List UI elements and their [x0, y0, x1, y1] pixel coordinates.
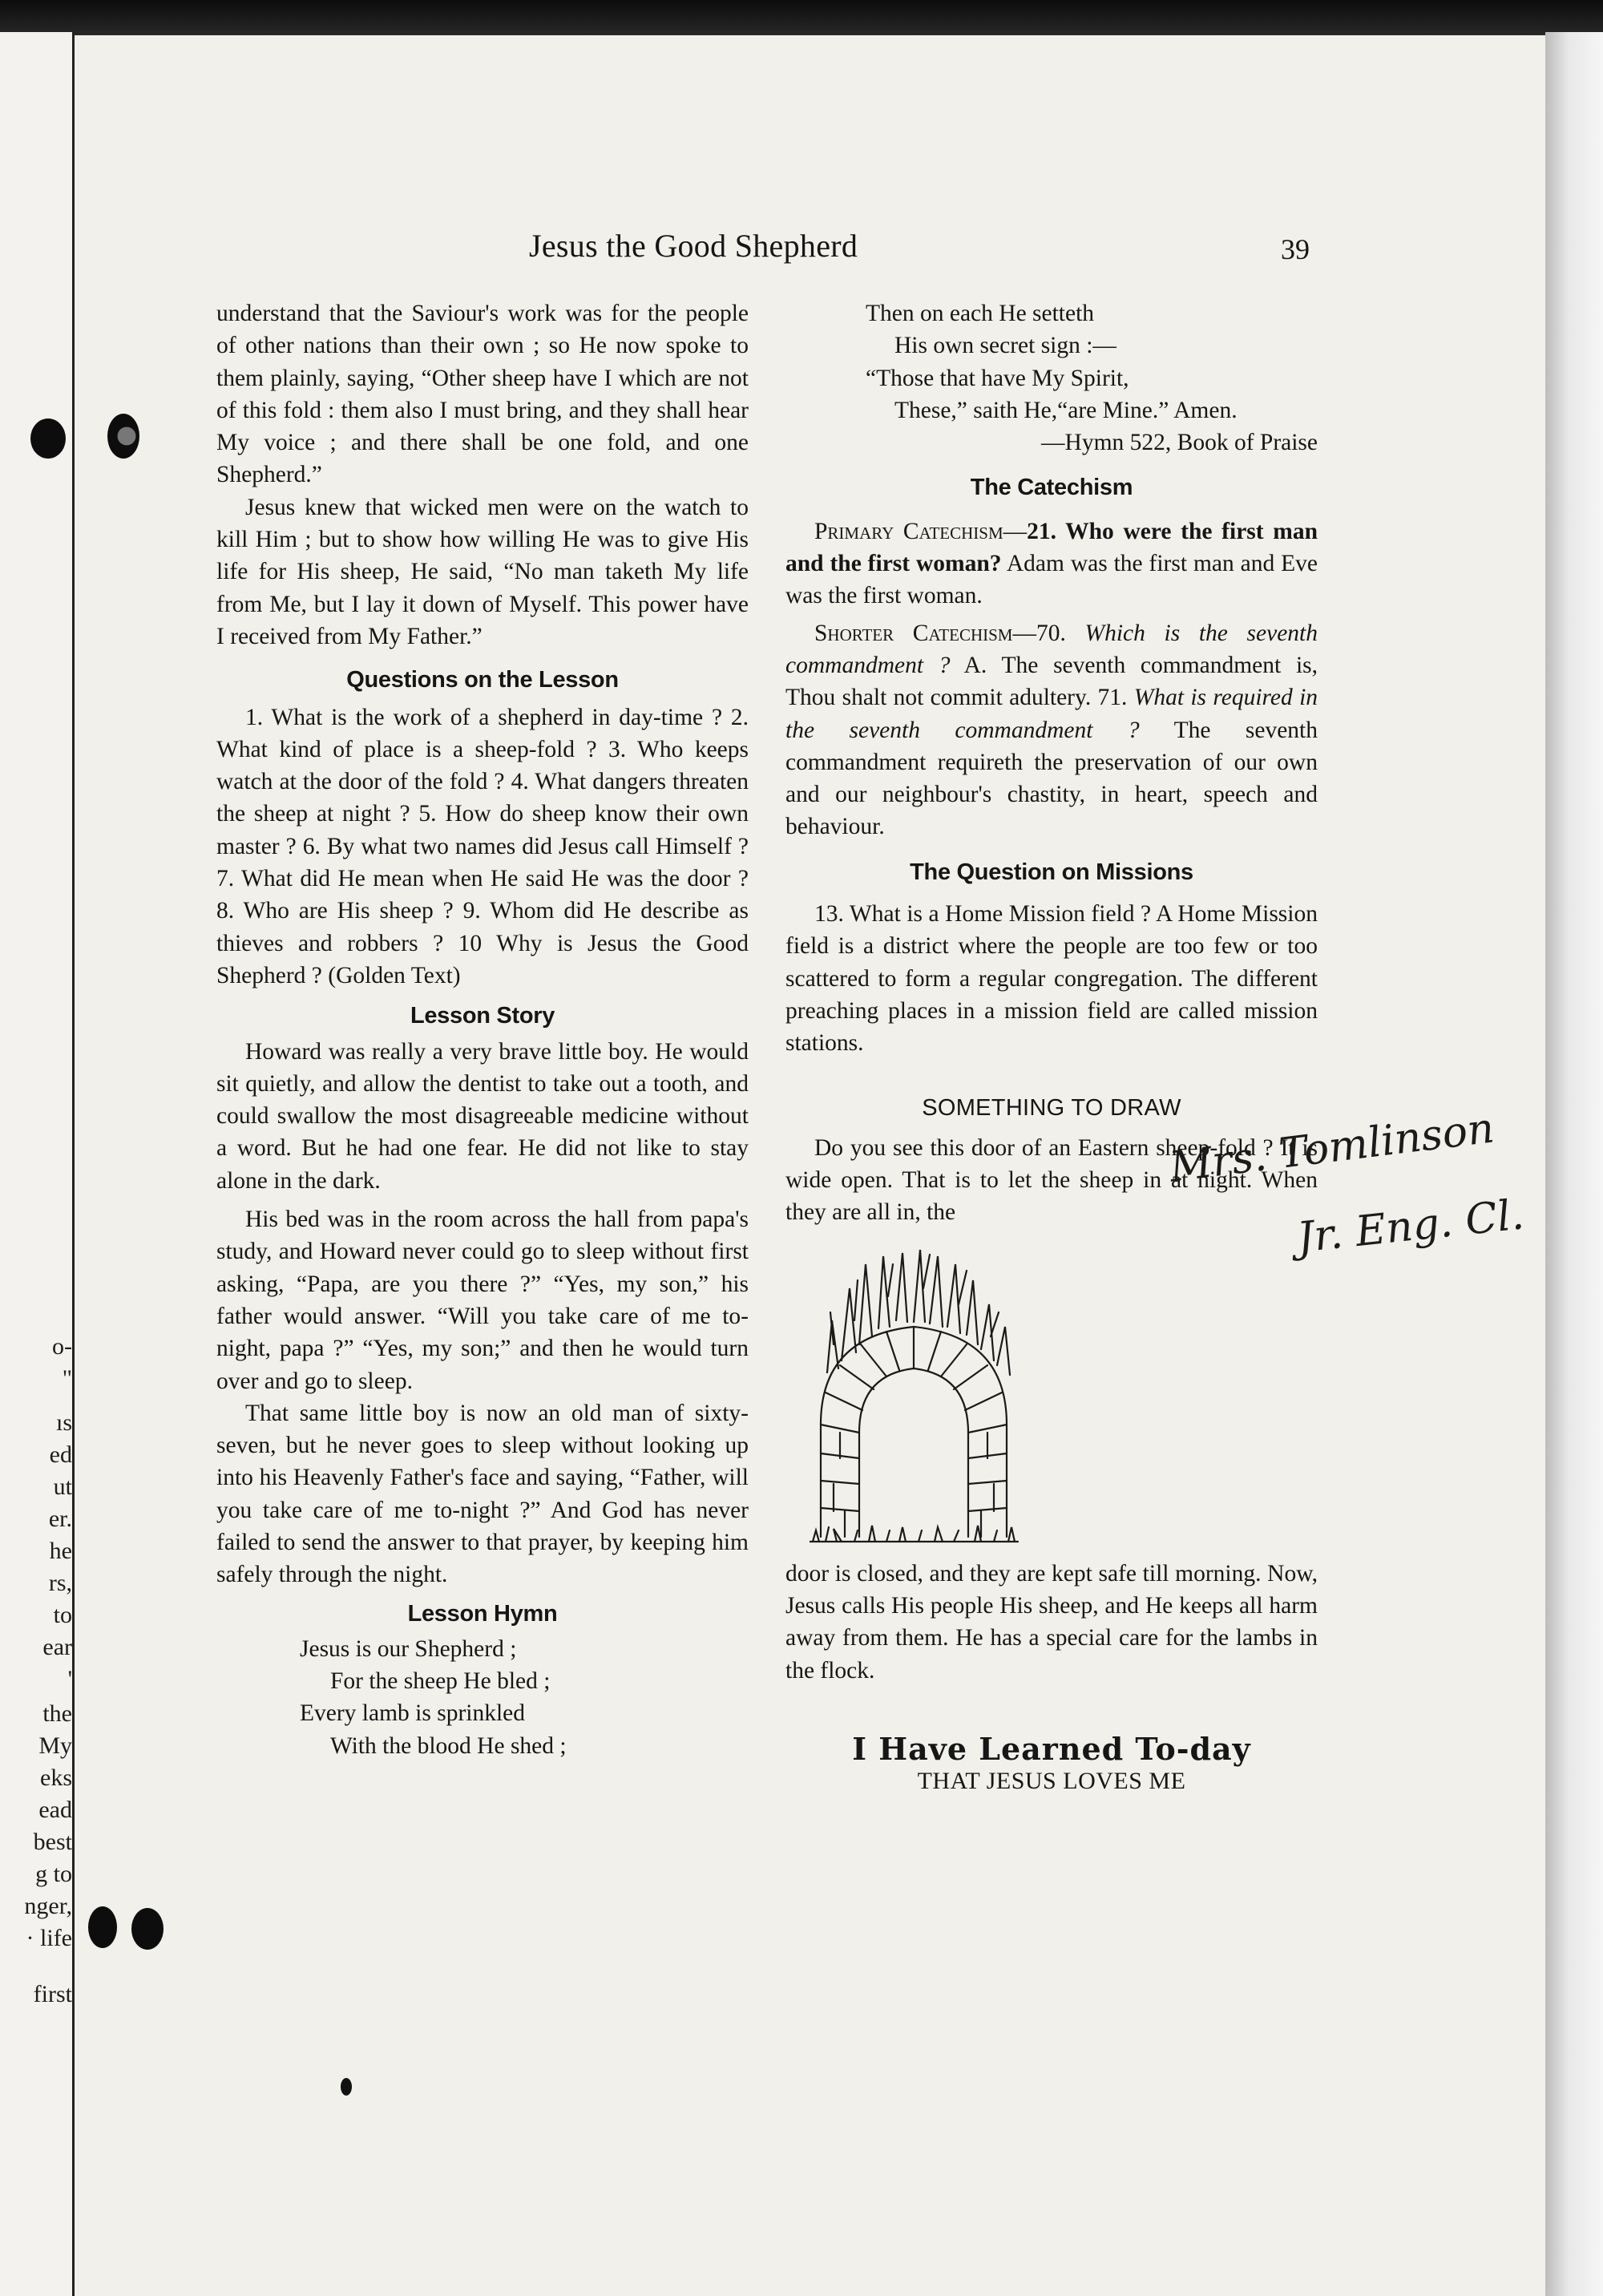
running-title: Jesus the Good Shepherd — [529, 228, 858, 264]
signature-line: Mrs. Tomlinson — [1166, 1104, 1497, 1192]
handwritten-signature — [1137, 1106, 1553, 1347]
previous-page-fragment: " — [62, 1365, 72, 1392]
previous-page-fragment: ' — [67, 1666, 72, 1692]
answer-70: A. The seventh commandment is, Thou shalt not commit adultery. — [785, 652, 1318, 711]
learned-subtitle: THAT JESUS LOVES ME — [917, 1768, 1186, 1795]
primary-catechism-label: Primary Catechism— — [814, 518, 1028, 544]
primary-catechism — [785, 515, 1318, 612]
page-right-edge — [1545, 32, 1603, 2296]
missions-heading: The Question on Missions — [910, 859, 1193, 885]
hymn-line: Jesus is our Shepherd ; — [300, 1635, 517, 1662]
question-number-70: 70. — [1036, 620, 1085, 646]
left-column — [216, 297, 749, 1762]
previous-page-fragment: ıs — [55, 1409, 72, 1436]
primary-question: 21. Who were the first man and the first woman? — [785, 518, 1318, 577]
draw-heading: SOMETHING TO DRAW — [922, 1094, 1181, 1121]
missions-text: 13. What is a Home Mission field ? A Home Mission field is a district where the people are too few or too scattered to form a regular congregation. The different preaching places in a mission field are called mission stations. — [785, 901, 1318, 1057]
paragraph-jesus-knew: Jesus knew that wicked men were on the watch to kill Him ; but to show how willing He was to give His life for His sheep, He said, “No man taketh My life from Me, but I lay it down of Myself. This power have I received from My Father.” — [216, 494, 749, 649]
right-column — [785, 297, 1318, 1798]
hymn-heading: Lesson Hymn — [407, 1600, 558, 1627]
hymn-line: For the sheep He bled ; — [330, 1668, 551, 1695]
punch-hole — [30, 418, 66, 459]
previous-page-fragment: to — [53, 1602, 72, 1628]
question-70: Which is the seventh commandment ? — [785, 620, 1318, 678]
previous-page-fragment: ead — [38, 1797, 72, 1823]
catechism-heading: The Catechism — [970, 475, 1133, 501]
hymn-line: These,” saith He,“are Mine.” Amen. — [894, 397, 1238, 423]
previous-page-fragment: the — [42, 1700, 72, 1727]
primary-answer: Adam was the first man and Eve was the first woman. — [785, 551, 1318, 609]
hymn-line: With the blood He shed ; — [330, 1732, 567, 1759]
shorter-catechism-label: Shorter Catechism— — [814, 620, 1036, 646]
hymn-line: Then on each He setteth — [866, 301, 1095, 326]
question-number-71: 71. — [1097, 685, 1134, 711]
shorter-catechism — [785, 617, 1318, 843]
punch-hole — [107, 414, 139, 459]
hymn-line: His own secret sign :— — [894, 333, 1116, 359]
previous-page-fragment: er. — [48, 1506, 72, 1532]
hymn-line: “Those that have My Spirit, — [866, 365, 1129, 391]
draw-text-2: door is closed, and they are kept safe till morning. Now, Jesus calls His people His sheep, and He keeps all harm away from them. He has a special care for the lambs in the flock. — [785, 1560, 1318, 1684]
story-paragraph-1: Howard was really a very brave little boy. He would sit quietly, and allow the dentist to take out a tooth, and could swallow the most disagreeable medicine without a word. But he had one fear. He did not like to stay alone in the dark. — [216, 1038, 749, 1194]
previous-page-fragment: best — [33, 1829, 72, 1855]
previous-page-fragment: · life — [26, 1925, 72, 1951]
punch-hole — [88, 1906, 117, 1948]
intro-paragraph: understand that the Saviour's work was for the people of other nations than their own ; so He now spoke to them plainly, saying, “Other sheep have I which are not of this fold : them also I must bring, and they shall hear My voice ; and there shall be one fold, and one Shepherd.” — [216, 301, 749, 488]
previous-page-fragment: eks — [40, 1764, 72, 1791]
story-paragraph-2: His bed was in the room across the hall from papa's study, and Howard never could go to sleep without first asking, “Papa, are you there ?” “Yes, my son,” his father would answer. “Will you take care of me to-night, papa ?” “Yes, my son;” and then he would turn over and go to sleep. — [216, 1207, 749, 1394]
hymn-stanza — [216, 1633, 749, 1762]
scan-top-border — [0, 0, 1603, 38]
previous-page-fragment: g to — [35, 1861, 72, 1887]
hymn-continuation — [785, 297, 1318, 426]
signature-line: Jr. Eng. Cl. — [1294, 1190, 1527, 1263]
questions-heading: Questions on the Lesson — [346, 667, 619, 693]
answer-71: The seventh commandment requireth the preservation of our own and our neighbour's chastity, in heart, speech and behaviour. — [785, 717, 1318, 840]
draw-text-1: Do you see this door of an Eastern sheep-fold ? It is wide open. That is to let the sheep in at night. When they are all in, the — [785, 1134, 1318, 1226]
ink-spot — [341, 2078, 352, 2096]
punch-hole — [131, 1908, 164, 1950]
previous-page-fragment: first — [33, 1981, 72, 2007]
previous-page-fragment: nger, — [24, 1893, 72, 1919]
previous-page-fragment: o- — [52, 1333, 72, 1360]
previous-page-fragment: ut — [53, 1473, 72, 1500]
previous-page-fragment: rs, — [48, 1570, 72, 1596]
hymn-line: Every lamb is sprinkled — [300, 1700, 526, 1727]
questions-text: 1. What is the work of a shepherd in day-time ? 2. What kind of place is a sheep-fold ? 3. Who keeps watch at the door of the fold ? 4. What dangers threaten the sheep at night ? 5. How do sheep know their own master ? 6. By what two names did Jesus call Himself ? 7. What did He mean when He said He was the door ? 8. Who are His sheep ? 9. Whom did He describe as thieves and robbers ? 10 Why is Jesus the Good Shepherd ? (Golden Text) — [216, 704, 749, 988]
previous-page-fragment: My — [38, 1732, 72, 1759]
story-paragraph-3: That same little boy is now an old man of sixty-seven, but he never goes to sleep without looking up into his Heavenly Father's face and saying, “Father, will you take care of me to-night ?” And God has never failed to send the answer to that prayer, by keeping him safely through the night. — [216, 1400, 749, 1588]
previous-page-fragment: ear — [42, 1634, 72, 1660]
learned-title: I Have Learned To-day — [852, 1730, 1251, 1767]
previous-page-strip — [0, 32, 75, 2296]
story-heading: Lesson Story — [410, 1003, 555, 1029]
previous-page-fragment: ed — [49, 1441, 72, 1468]
page-number: 39 — [1281, 233, 1310, 265]
hymn-source: —Hymn 522, Book of Praise — [1041, 430, 1318, 456]
question-71: What is required in the seventh commandment ? — [785, 685, 1318, 743]
previous-page-fragment: he — [49, 1538, 72, 1564]
sheepfold-door-drawing — [810, 1232, 1050, 1553]
